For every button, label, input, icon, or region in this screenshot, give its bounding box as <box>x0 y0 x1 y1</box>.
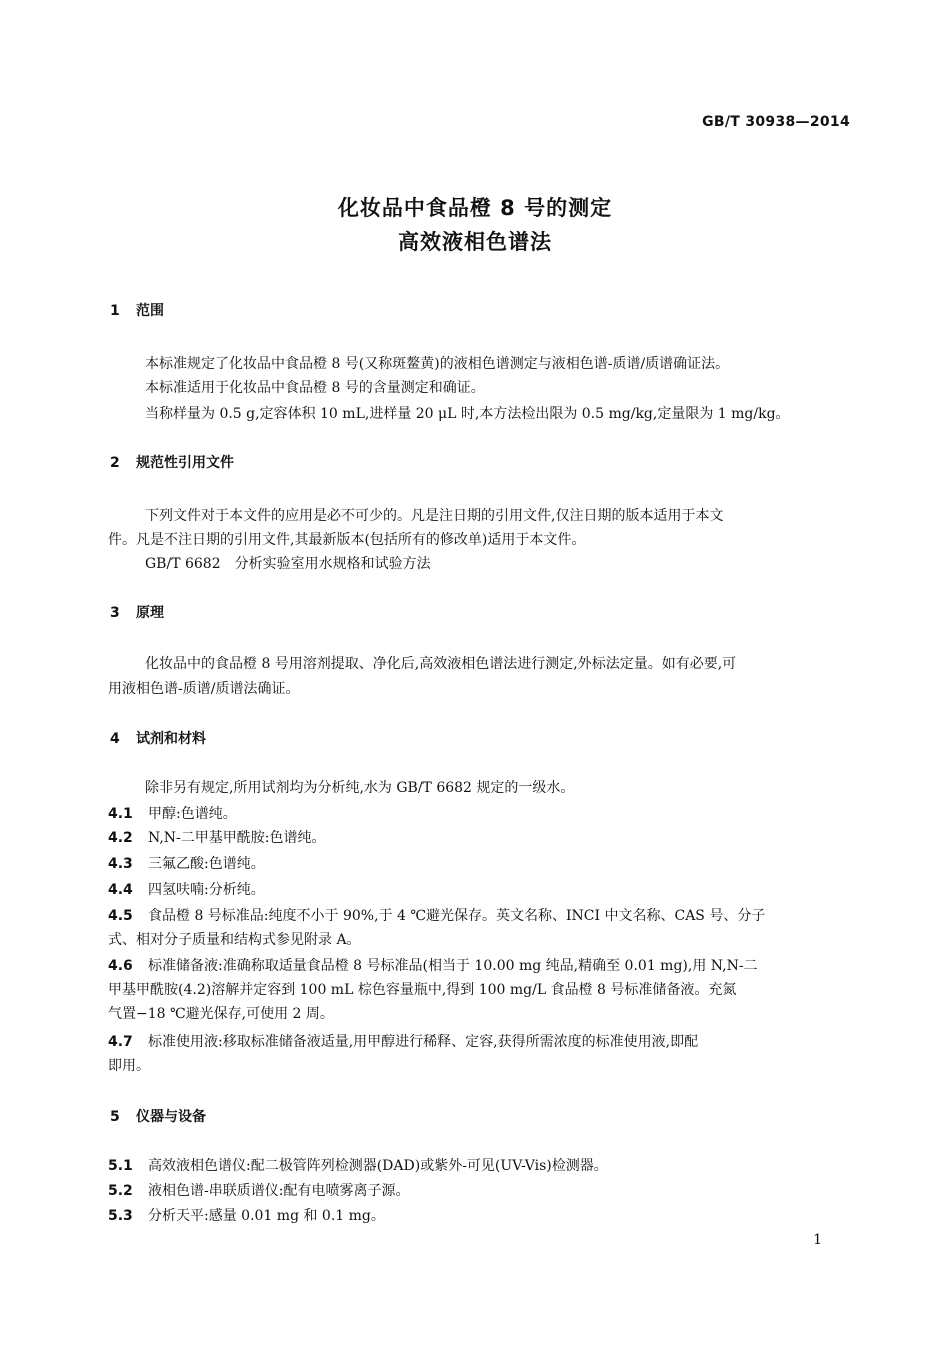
item-number: 4.7 <box>108 1034 133 1050</box>
item-continuation: 即用。 <box>108 1058 150 1074</box>
section-title: 试剂和材料 <box>136 731 206 747</box>
item-text: 甲醇:色谱纯。 <box>148 806 237 822</box>
section-heading-3 <box>110 602 164 622</box>
section-number: 1 <box>110 303 120 319</box>
item-text: 食品橙 8 号标准品:纯度不小于 90%,于 4 ℃避光保存。英文名称、INCI 中文名称、CAS 号、分子 <box>148 908 766 924</box>
item-text: 分析天平:感量 0.01 mg 和 0.1 mg。 <box>148 1208 385 1224</box>
section-heading-5 <box>110 1106 206 1126</box>
paragraph: 除非另有规定,所用试剂均为分析纯,水为 GB/T 6682 规定的一级水。 <box>145 780 575 796</box>
item-number: 4.3 <box>108 856 133 872</box>
section-heading-1 <box>110 300 164 320</box>
item-text: 液相色谱-串联质谱仪:配有电喷雾离子源。 <box>148 1183 410 1199</box>
section-number: 4 <box>110 731 120 747</box>
item-number: 4.5 <box>108 908 133 924</box>
item-text: N,N-二甲基甲酰胺:色谱纯。 <box>148 830 326 846</box>
item-number: 4.6 <box>108 958 133 974</box>
item-text: 标准使用液:移取标准储备液适量,用甲醇进行稀释、定容,获得所需浓度的标准使用液,即配 <box>148 1034 699 1050</box>
section-number: 3 <box>110 605 120 621</box>
paragraph: 本标准适用于化妆品中食品橙 8 号的含量测定和确证。 <box>145 380 485 396</box>
document-title: 化妆品中食品橙 8 号的测定 <box>337 196 613 220</box>
section-number: 2 <box>110 455 120 471</box>
standard-number: GB/T 30938—2014 <box>702 114 850 130</box>
page-number: 1 <box>813 1232 822 1248</box>
section-number: 5 <box>110 1109 120 1125</box>
item-number: 5.3 <box>108 1208 133 1224</box>
item-text: 三氟乙酸:色谱纯。 <box>148 856 265 872</box>
item-continuation: 气置−18 ℃避光保存,可使用 2 周。 <box>108 1006 334 1022</box>
paragraph: 本标准规定了化妆品中食品橙 8 号(又称斑鳌黄)的液相色谱测定与液相色谱-质谱/质谱确证法。 <box>145 356 730 372</box>
item-number: 5.1 <box>108 1158 133 1174</box>
item-text: 标准储备液:准确称取适量食品橙 8 号标准品(相当于 10.00 mg 纯品,精确至 0.01 mg),用 N,N-二 <box>148 958 758 974</box>
section-heading-4 <box>110 728 206 748</box>
paragraph-continuation: 件。凡是不注日期的引用文件,其最新版本(包括所有的修改单)适用于本文件。 <box>108 532 586 548</box>
normative-reference: GB/T 6682 分析实验室用水规格和试验方法 <box>145 556 431 572</box>
paragraph: 化妆品中的食品橙 8 号用溶剂提取、净化后,高效液相色谱法进行测定,外标法定量。如有必要,可 <box>145 656 737 672</box>
paragraph: 当称样量为 0.5 g,定容体积 10 mL,进样量 20 μL 时,本方法检出限为 0.5 mg/kg,定量限为 1 mg/kg。 <box>145 406 790 422</box>
item-number: 5.2 <box>108 1183 133 1199</box>
item-number: 4.4 <box>108 882 133 898</box>
section-title: 规范性引用文件 <box>136 455 234 471</box>
section-title: 原理 <box>136 605 164 621</box>
item-text: 四氢呋喃:分析纯。 <box>148 882 265 898</box>
item-number: 4.1 <box>108 806 133 822</box>
item-continuation: 式、相对分子质量和结构式参见附录 A。 <box>108 932 361 948</box>
section-title: 范围 <box>136 303 164 319</box>
paragraph: 下列文件对于本文件的应用是必不可少的。凡是注日期的引用文件,仅注日期的版本适用于本文 <box>145 508 724 524</box>
item-text: 高效液相色谱仪:配二极管阵列检测器(DAD)或紫外-可见(UV-Vis)检测器。 <box>148 1158 608 1174</box>
section-title: 仪器与设备 <box>136 1109 206 1125</box>
section-heading-2 <box>110 452 234 472</box>
item-number: 4.2 <box>108 830 133 846</box>
document-subtitle: 高效液相色谱法 <box>398 230 552 254</box>
paragraph-continuation: 用液相色谱-质谱/质谱法确证。 <box>108 681 300 697</box>
item-continuation: 甲基甲酰胺(4.2)溶解并定容到 100 mL 棕色容量瓶中,得到 100 mg/L 食品橙 8 号标准储备液。充氮 <box>108 982 737 998</box>
